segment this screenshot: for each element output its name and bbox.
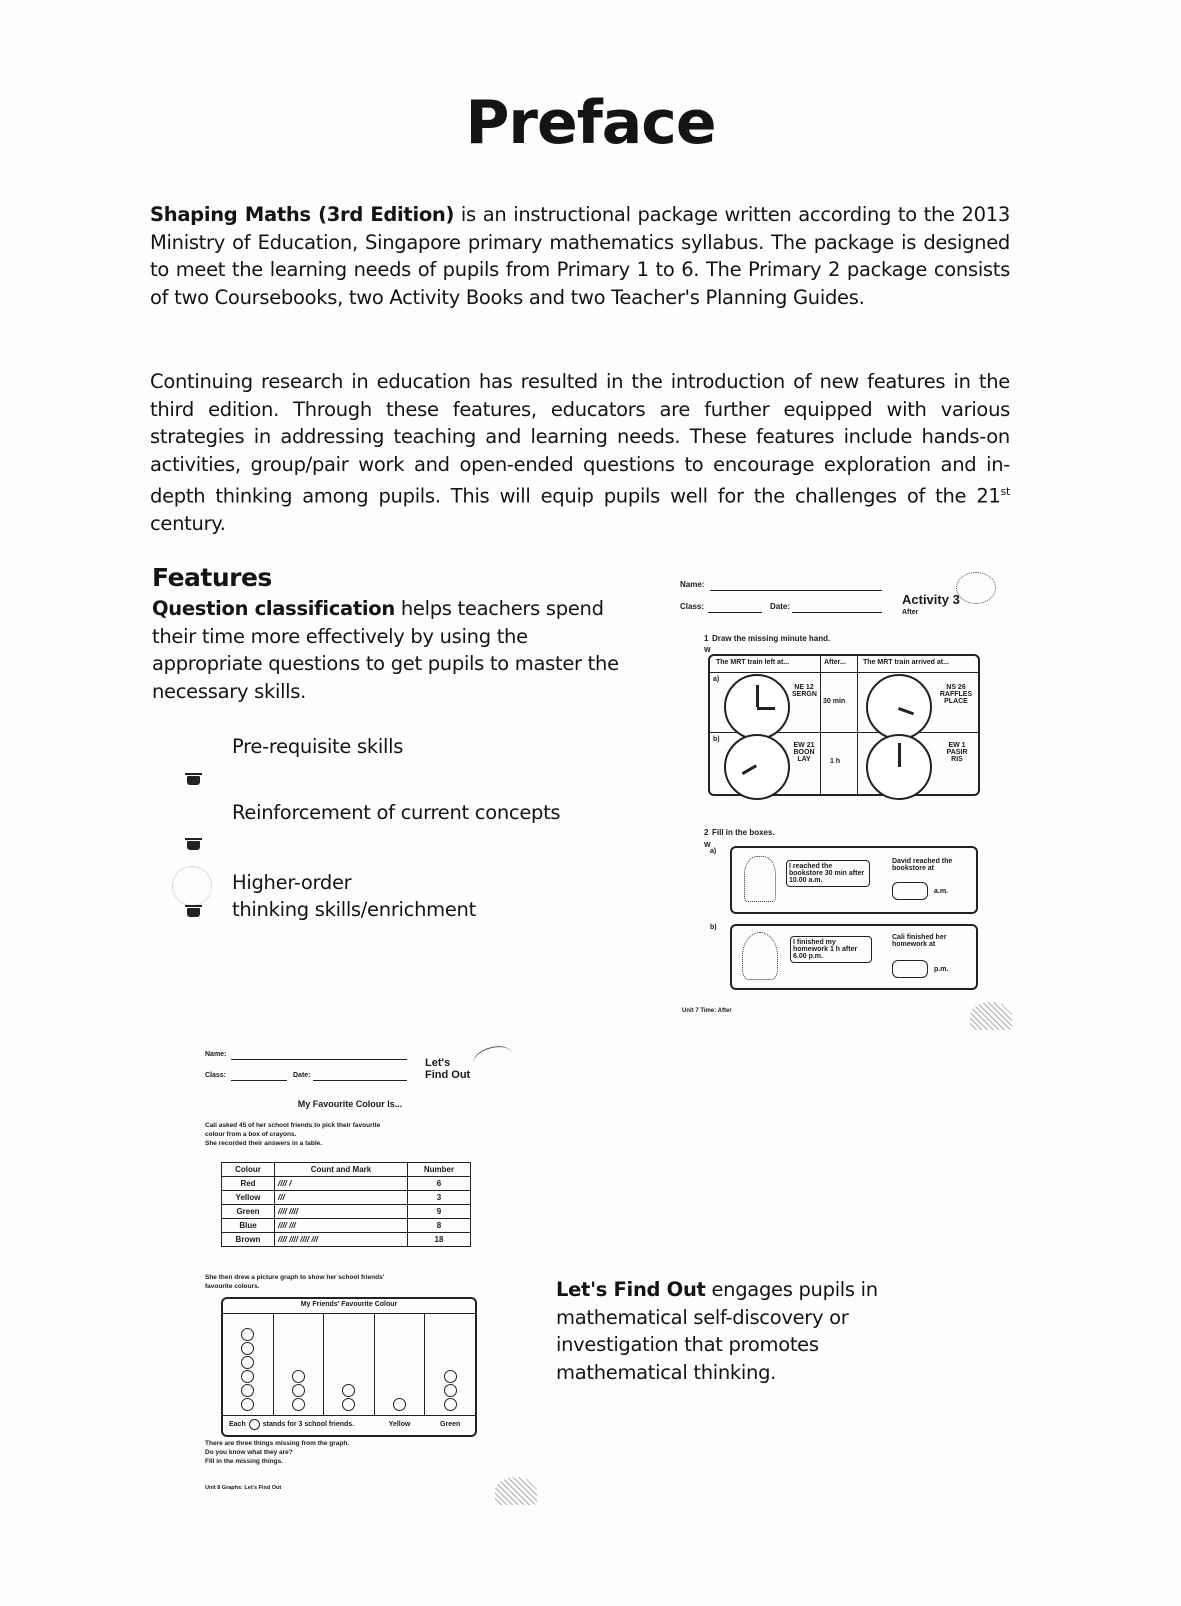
graph-column — [425, 1313, 475, 1428]
table-row — [222, 1219, 471, 1233]
unit-label: p.m. — [934, 966, 949, 973]
number-cell: 9 — [408, 1205, 471, 1219]
graph-circle — [444, 1384, 457, 1397]
graph-circle — [292, 1398, 305, 1411]
clock-icon — [866, 674, 932, 740]
activity-title: Activity 3 — [902, 592, 960, 607]
cup-icon — [187, 776, 200, 785]
lets-find-out-sheet-sample — [205, 1045, 525, 1545]
colour-cell: Green — [222, 1205, 275, 1219]
colour-cell: Yellow — [222, 1191, 275, 1205]
answer-box[interactable] — [892, 882, 928, 900]
table-row — [222, 1233, 471, 1247]
research-text: Continuing research in education has resulted in the introduction of new features in the third edition. Through these features, educators are further equipped with various strategies in addressing teaching and learning needs. These features include hands-on activities, group/pair work and open-ended questions to encourage exploration and in-depth thinking among pupils. This will equip pupils well for the challenges of the 21 — [150, 370, 1010, 508]
clock-header-right: The MRT train arrived at... — [863, 659, 949, 666]
graph-circle — [241, 1356, 254, 1369]
answer-box[interactable] — [892, 960, 928, 978]
ordinal-suffix: st — [1000, 485, 1010, 498]
lfo-title-line2: Find Out — [425, 1069, 471, 1081]
graph-circle — [444, 1398, 457, 1411]
colour-cell: Red — [222, 1177, 275, 1191]
closing-line: There are three things missing from the graph. — [205, 1440, 350, 1447]
q1-number: 1 — [704, 634, 709, 643]
station-label: EW 1 PASIR RIS — [946, 742, 968, 763]
trophy-swirl-icon — [172, 866, 212, 906]
clock-header-after: After... — [824, 659, 846, 666]
statement-text: David reached the bookstore at — [892, 858, 953, 872]
q2b-label: b) — [710, 924, 717, 931]
girl-illustration-icon — [742, 932, 778, 980]
tally-cell: //// //// — [275, 1205, 408, 1219]
research-paragraph — [150, 368, 1010, 538]
graph-column-label: Yellow — [388, 1421, 411, 1428]
column-header: Count and Mark — [275, 1163, 408, 1177]
row-b-label: b) — [713, 736, 720, 743]
q2a-box — [730, 846, 978, 914]
intro-line: She recorded their answers in a table. — [205, 1140, 323, 1147]
date-label: Date: — [770, 602, 791, 611]
page-corner-decoration — [495, 1477, 537, 1505]
key-prefix: Each — [229, 1421, 246, 1428]
clock-icon — [724, 734, 790, 800]
row-a-label: a) — [713, 676, 720, 683]
level-higher-order-line2: thinking skills/enrichment — [232, 898, 476, 921]
colour-cell: Brown — [222, 1233, 275, 1247]
colour-cell: Blue — [222, 1219, 275, 1233]
intro-text: is an instructional package written according to the 2013 Ministry of Education, Singapore primary mathematics syllabus. The package is designed to meet the learning needs of pupils from Primary 1 to 6. The Primary 2 package consists of two Coursebooks, two Activity Books and two Teacher's Planning Guides. — [150, 203, 1010, 309]
speech-bubble: I reached the bookstore 30 min after 10.00 a.m. — [786, 860, 870, 887]
graph-circle — [241, 1398, 254, 1411]
number-cell: 18 — [408, 1233, 471, 1247]
page-corner-decoration — [970, 1002, 1012, 1030]
question-classification-desc: helps teachers spend their time more effectively by using the appropriate questions to get pupils to master the necessary skills. — [152, 597, 619, 703]
graph-intro — [205, 1273, 384, 1291]
q2-text: Fill in the boxes. — [712, 828, 775, 837]
question-classification-label: Question classification — [152, 597, 395, 620]
lfo-title-line1: Let's — [425, 1057, 451, 1069]
cup-icon — [187, 841, 200, 850]
class-label: Class: — [680, 602, 705, 611]
graph-circle — [241, 1328, 254, 1341]
graph-circle — [241, 1342, 254, 1355]
station-label: NS 26 RAFFLES PLACE — [939, 684, 973, 705]
cup-icon — [187, 908, 200, 917]
q1-text: Draw the missing minute hand. — [712, 634, 831, 643]
date-line — [792, 612, 882, 613]
table-row — [222, 1205, 471, 1219]
graph-column-label: Green — [440, 1421, 461, 1428]
name-label: Name: — [680, 580, 705, 589]
graph-circle — [292, 1384, 305, 1397]
tally-cell: /// — [275, 1191, 408, 1205]
table-header-row — [222, 1163, 471, 1177]
bird-emblem-icon — [956, 572, 996, 604]
q2a-label: a) — [710, 848, 717, 855]
bird-icon — [471, 1042, 516, 1075]
level-reinforcement: Reinforcement of current concepts — [232, 801, 561, 824]
clock-table — [708, 654, 980, 796]
class-line — [708, 612, 762, 613]
activity-subtitle: After — [902, 609, 919, 616]
circle-icon — [249, 1419, 260, 1430]
number-cell: 3 — [408, 1191, 471, 1205]
tally-cell: //// //// //// /// — [275, 1233, 408, 1247]
graph-circle — [342, 1398, 355, 1411]
name-label: Name: — [205, 1051, 227, 1058]
column-header: Colour — [222, 1163, 275, 1177]
clock-icon — [866, 734, 932, 800]
tally-cell: //// / — [275, 1177, 408, 1191]
class-line — [231, 1080, 287, 1081]
activity-sheet-sample — [680, 578, 1010, 1028]
graph-circle — [241, 1370, 254, 1383]
tally-cell: //// /// — [275, 1219, 408, 1233]
q2-mark: W — [704, 842, 711, 849]
question-classification-text — [152, 595, 622, 705]
graph-key — [229, 1419, 354, 1430]
activity-footer: Unit 7 Time: After — [682, 1008, 732, 1014]
lets-find-out-description — [556, 1276, 886, 1386]
key-suffix: stands for 3 school friends. — [262, 1421, 355, 1428]
lfo-title — [425, 1057, 470, 1081]
q2-number: 2 — [704, 828, 709, 837]
name-line — [710, 590, 882, 591]
name-line — [231, 1059, 407, 1060]
picture-graph — [221, 1297, 477, 1437]
graph-column — [274, 1313, 325, 1415]
level-prerequisite: Pre-requisite skills — [232, 735, 404, 758]
graph-circle — [342, 1384, 355, 1397]
product-name: Shaping Maths (3rd Edition) — [150, 203, 455, 226]
graph-intro-line: She then drew a picture graph to show her school friends' — [205, 1274, 385, 1281]
level-higher-order-line1: Higher-order — [232, 871, 352, 894]
station-label: EW 21 BOON LAY — [793, 742, 815, 763]
features-heading: Features — [152, 563, 272, 592]
after-value: 1 h — [830, 758, 841, 765]
table-row — [222, 1177, 471, 1191]
tally-table — [221, 1162, 471, 1247]
closing-text — [205, 1439, 349, 1466]
clock-header-left: The MRT train left at... — [716, 659, 790, 666]
graph-column — [223, 1313, 274, 1415]
station-label: NE 12 SERGN — [792, 684, 817, 698]
graph-column — [375, 1313, 426, 1428]
statement-text: Cali finished her homework at — [892, 934, 947, 948]
graph-column — [324, 1313, 375, 1415]
date-line — [313, 1080, 407, 1081]
lfo-heading: My Favourite Colour Is... — [297, 1099, 403, 1109]
date-label: Date: — [293, 1072, 311, 1079]
intro-paragraph — [150, 201, 1010, 311]
graph-circle — [444, 1370, 457, 1383]
boy-illustration-icon — [744, 856, 776, 902]
closing-line: Do you know what they are? — [205, 1449, 293, 1456]
page-title: Preface — [465, 88, 716, 158]
unit-label: a.m. — [934, 888, 949, 895]
lets-find-out-desc: engages pupils in mathematical self-discovery or investigation that promotes mathematical thinking. — [556, 1278, 878, 1384]
lfo-footer: Unit 8 Graphs: Let's Find Out — [205, 1485, 282, 1491]
closing-line: Fill in the missing things. — [205, 1458, 284, 1465]
graph-circle — [393, 1398, 406, 1411]
number-cell: 6 — [408, 1177, 471, 1191]
intro-line: colour from a box of crayons. — [205, 1131, 297, 1138]
table-row — [222, 1191, 471, 1205]
number-cell: 8 — [408, 1219, 471, 1233]
graph-title: My Friends' Favourite Colour — [300, 1301, 398, 1308]
column-header: Number — [408, 1163, 471, 1177]
class-label: Class: — [205, 1072, 227, 1079]
intro-line: Cali asked 45 of her school friends to pick their favourite — [205, 1122, 381, 1129]
lfo-intro — [205, 1121, 380, 1148]
clock-icon — [724, 674, 790, 740]
graph-intro-line: favourite colours. — [205, 1283, 260, 1290]
graph-circle — [241, 1384, 254, 1397]
research-text-end: century. — [150, 512, 226, 535]
speech-bubble: I finished my homework 1 h after 6.00 p.m. — [790, 936, 872, 963]
q1-mark: W — [704, 647, 711, 654]
q2b-box — [730, 924, 978, 990]
level-higher-order — [232, 869, 476, 923]
after-value: 30 min — [823, 698, 846, 705]
graph-circle — [292, 1370, 305, 1383]
lets-find-out-label: Let's Find Out — [556, 1278, 706, 1301]
